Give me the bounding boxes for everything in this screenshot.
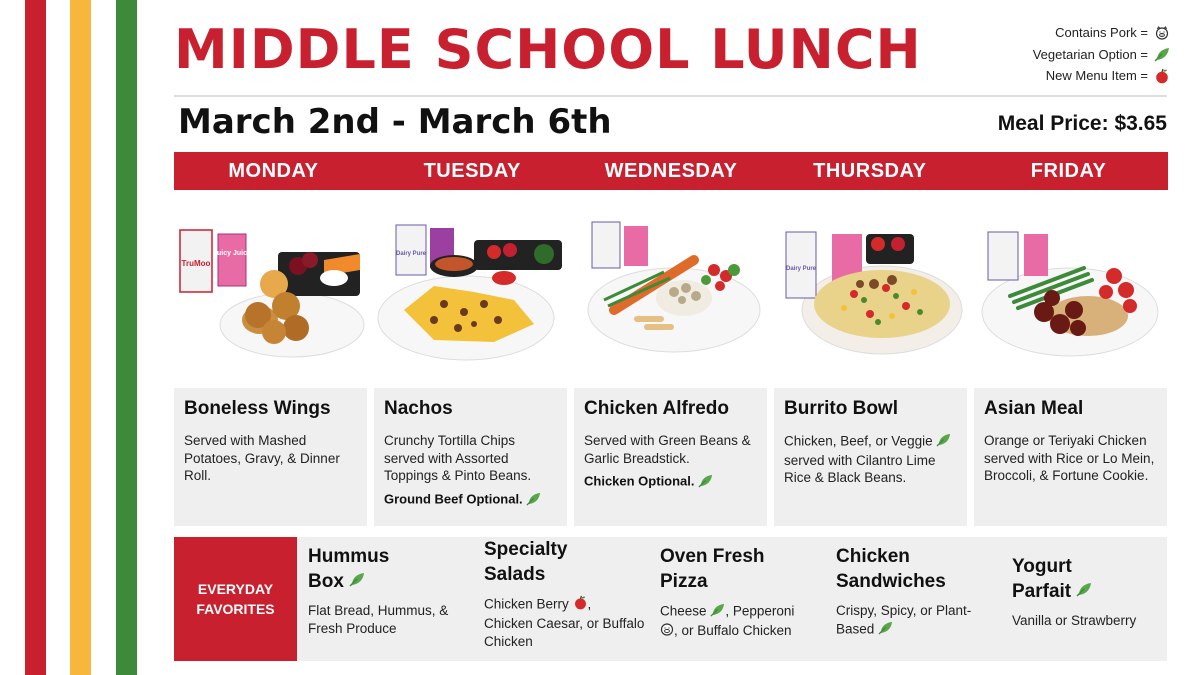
pig-icon	[1154, 26, 1170, 40]
apple-icon	[573, 595, 588, 615]
favorite-name-line: Hummus	[308, 546, 390, 567]
date-range: March 2nd - March 6th	[178, 102, 612, 142]
leaf-icon	[698, 473, 713, 491]
favorite-sandwiches	[836, 544, 1001, 640]
favorite-name-line: Yogurt	[1012, 556, 1072, 577]
day-tuesday: TUESDAY	[423, 160, 521, 182]
favorite-name-line: Oven Fresh	[660, 546, 765, 567]
weekday-bar	[174, 152, 1168, 190]
favorite-desc-part: ,	[587, 596, 592, 612]
legend	[1033, 22, 1170, 87]
meal-desc: Served with Mashed Potatoes, Gravy, & Dinner Roll.	[184, 433, 340, 483]
favorite-desc-part: Crispy, Spicy, or Plant-Based	[836, 603, 972, 637]
leaf-icon	[878, 620, 893, 640]
meal-desc: Orange or Teriyaki Chicken served with Rice or Lo Mein, Broccoli, & Fortune Cookie.	[984, 433, 1155, 483]
favorite-name-line: Parfait	[1012, 581, 1072, 602]
apple-icon	[1154, 68, 1170, 84]
legend-pork-label: Contains Pork =	[1055, 25, 1148, 40]
favorite-name	[836, 544, 1001, 594]
favorite-desc	[660, 602, 825, 641]
favorite-parfait	[1012, 554, 1147, 630]
legend-veg-label: Vegetarian Option =	[1032, 46, 1148, 62]
legend-new	[1033, 65, 1170, 87]
meal-desc-part: served with Cilantro Lime Rice & Black Beans.	[784, 452, 936, 485]
meal-desc: Crunchy Tortilla Chips served with Assorted Toppings & Pinto Beans.	[384, 433, 532, 483]
favorite-desc: Flat Bread, Hummus, & Fresh Produce	[308, 603, 449, 637]
divider	[174, 95, 1167, 97]
meal-card-friday	[974, 388, 1167, 526]
meal-card-thursday	[774, 388, 967, 526]
milk-carton-label: Dairy Pure	[395, 251, 427, 257]
favorite-name	[1012, 554, 1147, 604]
favorite-name-line: Pizza	[660, 571, 708, 592]
meal-photo-burrito	[774, 200, 967, 380]
day-friday: FRIDAY	[1030, 160, 1107, 182]
favorite-name-line: Sandwiches	[836, 571, 946, 592]
meal-option-text: Chicken Optional.	[584, 473, 695, 489]
meal-name: Chicken Alfredo	[584, 398, 729, 419]
meal-desc	[784, 432, 957, 487]
favorite-name	[660, 544, 825, 594]
leaf-icon	[1076, 579, 1092, 604]
meal-name: Boneless Wings	[184, 398, 331, 419]
meal-name: Burrito Bowl	[784, 398, 898, 419]
favorite-desc-part: Chicken Caesar, or Buffalo Chicken	[484, 616, 645, 649]
meal-price: Meal Price: $3.65	[997, 112, 1167, 135]
favorite-desc	[484, 595, 649, 651]
meal-photo-asian	[974, 200, 1167, 380]
favorite-name-line: Specialty	[484, 539, 568, 560]
leaf-icon	[526, 491, 541, 509]
favorite-desc-part: Chicken Berry	[484, 596, 569, 612]
leaf-icon	[1154, 46, 1170, 62]
day-thursday: THURSDAY	[813, 160, 927, 182]
meal-card-wednesday	[574, 388, 767, 526]
meal-option	[384, 491, 557, 509]
legend-new-label: New Menu Item =	[1045, 68, 1148, 83]
everyday-favorites-panel	[297, 537, 1167, 661]
leaf-icon	[936, 432, 951, 452]
page-title: MIDDLE SCHOOL LUNCH	[174, 18, 922, 81]
green-stripe	[116, 0, 137, 675]
favorite-desc	[836, 602, 1001, 640]
favorite-name-line: Salads	[484, 564, 546, 585]
meal-photo-alfredo	[574, 200, 767, 380]
favorite-desc: Vanilla or Strawberry	[1012, 613, 1137, 629]
legend-pork	[1033, 22, 1170, 44]
favorite-desc-part: , or Buffalo Chicken	[674, 623, 792, 639]
favorite-salads	[484, 537, 649, 651]
legend-veg	[1033, 44, 1170, 66]
everyday-favorites-label: EVERYDAY FAVORITES	[174, 537, 297, 661]
leaf-icon	[710, 602, 725, 622]
meal-name: Nachos	[384, 398, 453, 419]
meal-desc: Served with Green Beans & Garlic Breadstick.	[584, 433, 751, 466]
juice-box-label: Juicy Juice	[213, 250, 251, 257]
favorite-name-line: Box	[308, 571, 344, 592]
favorite-desc-part: , Pepperoni	[725, 603, 795, 619]
meal-option-text: Ground Beef Optional.	[384, 490, 523, 506]
favorite-name-line: Chicken	[836, 546, 910, 567]
favorite-pizza	[660, 544, 825, 641]
day-wednesday: WEDNESDAY	[604, 160, 738, 182]
favorite-desc-part: Cheese	[660, 603, 707, 619]
favorite-hummus	[308, 544, 473, 638]
meal-photo-wings	[174, 200, 367, 380]
meal-card-tuesday	[374, 388, 567, 526]
day-monday: MONDAY	[228, 160, 319, 182]
pig-icon	[660, 622, 674, 641]
leaf-icon	[349, 569, 365, 594]
favorite-name	[308, 544, 473, 594]
meal-photo-nachos	[374, 200, 567, 380]
meal-name: Asian Meal	[984, 398, 1084, 419]
meal-option	[584, 473, 757, 491]
meal-card-monday	[174, 388, 367, 526]
milk-carton-label: TruMoo	[181, 259, 211, 268]
meal-desc-part: Chicken, Beef, or Veggie	[784, 433, 933, 449]
milk-carton-label: Dairy Pure	[785, 266, 817, 272]
red-stripe	[25, 0, 46, 675]
yellow-stripe	[70, 0, 91, 675]
favorite-name	[484, 537, 649, 587]
